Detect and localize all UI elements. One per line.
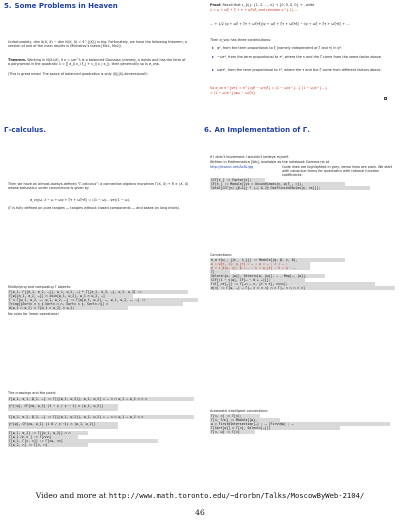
code-line: Γ[ω_2, α_2, β_2, …] := Γ[{(ω_1, ω_2)}, ω_1, ω_2] + … ∩ ∩ ω_1 → ω_2 ∩ ∩: [8, 415, 194, 419]
code-line: Γ[∩, Γ∩∩] := Module[{ω},: [210, 418, 280, 422]
code-line: Γ[: [210, 270, 230, 274]
code-line: Tring[{Sort∩ ∩ ∩ ∥ Sort∩ ∩ ∩, Sort∩ ∩ ∥, Sort∩ ∩}] ∩: [8, 302, 183, 306]
theorem-label: Theorem.: [8, 58, 27, 62]
list-item: ωψτ², from the term proportional to τ², where the τ and the ζ come from different factors above.: [217, 68, 382, 72]
code-line: Γ[∩, ∩] := Γ[∩];: [210, 414, 260, 418]
conclusion-2: = (1 − ω)e^{(ψω − ω)ζτ}: [210, 91, 256, 95]
page-number: 46: [195, 508, 205, 517]
subheading: Connections:: [210, 253, 233, 257]
list-item: ψ², from the term proportional to ξ (namely independent of ζ and τ) in ψ².: [217, 46, 343, 50]
code-line: ω = First@Intersection[…] ; … [First@ω] ; …: [210, 422, 390, 426]
code-line: Γ[ω_1, α_1, β_1, …] := Γ[{(ω_1, ω_2)}, ω_1, ω_2] + … ∩ ∩ ω_1 → ω_2 ∩ ∩ ∩: [8, 397, 194, 401]
paragraph: Written in Mathematica [Wo], available as the notebook Gamma.nb at: [210, 160, 330, 164]
video-link[interactable]: http://www.math.toronto.edu/~drorbn/Talks/MoscowByWeb-2104/: [108, 491, 365, 500]
code-line: Γ[ω_1, Γ[{a_1, a_2, …}], ω_1, ω_2, …] * Γ[{a_2, a_3, …}, ω_2, ω_3] :=: [8, 290, 188, 294]
note: No rules for linear operations!: [8, 312, 59, 316]
code-line: Γ ∩ Γ[ω_1, ω_2, …, ω_1, ω_2, …] := Γ[ω[ω_1, ω_2], …, ω_1, ω_2, …, …] :=: [8, 298, 198, 302]
code-line: CCF[(1 − γ)ω], CF[… − δ + …]]];: [210, 278, 305, 282]
slide-implementation: [200, 124, 400, 244]
proof-label: Proof.: [210, 3, 222, 7]
code-line: σ_α τ[ω_, {{ε_, λ_}}] := Module[{ψ, β, γ, δ},: [210, 258, 345, 262]
theorem: [8, 58, 188, 67]
code-line: Γ[ω_1, α_1] := Γ[{ω_1, ω_2}] ∩ ∩: [8, 431, 88, 435]
code-line: γ^{ω}, CF[∩ω, ω_1] (1 0 / γ −1) ∩ (ω_1, ω_2)]: [8, 422, 118, 429]
note: (This is great news! The space of balanced quadratics is only |X|||X|-dimensional!): [8, 72, 148, 76]
footer-prefix: Video and more at: [35, 491, 107, 500]
subheading: The crossings and the point:: [8, 391, 57, 395]
code-line: Γ[ω_2, ∩] := Γ[∩, ∩]: [8, 443, 88, 447]
slide-connections: [200, 244, 400, 364]
code-line: ω = ω[ε, λ]; ω_{τ} = … ; μ = … ; λ = … ;: [210, 262, 310, 266]
bullet-icon: [212, 56, 214, 58]
paragraph: (Γ is fully defined on pure tangles — tangles without closed components — and bases on long knots).: [8, 206, 180, 210]
paragraph: Then we have an almost-always-defined “Γ-calculus”: a connection algebra morphism Γ(X, X) → R × (X, X) whose behaviour under connections is given by: [8, 182, 189, 191]
code-line: Γ[∩, ω] := Γ[∩]: [210, 430, 255, 434]
code-line: CF[ε_] := Module[{vs = Union@Cases[ε, ω|ξ_, ∞]},: [210, 182, 345, 186]
code-line: Γ∩Γ[_∩τ[…]] := Γ[…∩ … ∩, {τ ∩ τ}, ∩∩∩∩];: [210, 282, 375, 286]
slide-gamma-calculus: [0, 124, 200, 364]
slide-automatic-connections: [200, 364, 400, 484]
slide-title-text: An Implementation of Γ.: [214, 126, 310, 134]
subheading: Automatic intelligent connections:: [210, 409, 269, 413]
slide-title: [4, 2, 118, 10]
paragraph: Code lines are highlighted in grey, demo lines are plain. We start with canonical forms for quadratics with rational function coefficients:: [282, 164, 393, 178]
slide-title: Γ-calculus.: [4, 126, 46, 134]
proof-lead: Then σ_νηκ has three contributions:: [210, 38, 272, 42]
code-line: Δ(ω_1 ∩ ω_2) ∩ Γ[ω_1 ∩ ω_2] ∩ ω_2): [8, 306, 128, 310]
code-line: Γ[ω_1 ∩∩ ∩ ] := Γ[∩∩∩]: [8, 435, 78, 439]
notebook-link[interactable]: http://drorbn.net/AcBL/gg: [210, 164, 254, 169]
proof-text: Recall that c_{ij}: {1, 2, …, n} → {0, 0, 0, 0} → , write: [222, 3, 315, 7]
proof-line-2: λ = μ + ωξ + ζ + τ + ωζτξ, and consider κ^{-1} …: [210, 7, 299, 12]
code-line: ψ = τ_β[ω, χ]; β = … ; γ = ω_{τ} ; δ = μ − …: [210, 266, 310, 270]
subheading: Multiplying and composing Γ objects:: [8, 285, 72, 289]
slide-some-problems-in-heaven: [0, 0, 200, 120]
code-line: γ^{−ω}, CF[∩ω, ω_1] (1 − γ / γ − 1) ∩ (ω_1, ω_2)]: [8, 404, 118, 411]
footer: [0, 491, 400, 500]
code-line: CCF[ε_] := Factor[ε];: [210, 178, 265, 182]
code-line: Γ[Sort[ω]] ∩ Γ[∩], Select∩[…]]]: [210, 426, 340, 430]
list-item: −ωτ², from the term proportional to τ², where the τ and the ζ come from the same factor above.: [217, 55, 382, 59]
code-line: Total[CCF[ε/.{#→1}] * (…) & /@ CoefficientRules[ε, vs]]];: [210, 186, 370, 190]
code-line: Γ[ω_1, Γ[∩, ∩]] := Γ[∩ω, ∩∩]: [8, 439, 158, 443]
paragraph: If I didn’t implement I wouldn’t believe myself.: [210, 155, 289, 159]
slide-title-text: Some Problems in Heaven: [14, 2, 118, 10]
slide-crossings: [0, 364, 200, 484]
equation: … + 1/2 (ψ + ωξ + ζτ + ωζτξ)(ψ + ωξ + ζτ + ωζτξ) − (ψ + ωξ + ζτ + ωζτξ) + …: [210, 22, 350, 26]
code-line: σ[∩] := Γ[ω, …] → Γ[… ∩ ∩ ∩ ∩] ∩ ∩ Γ[… ∩ ∩ ∩ ∩ ∩]: [210, 286, 395, 290]
paragraph: Unfortunately, dim A(X, X) − dim N(X, X) = 4^{|X|} is big. Fortunately, we have the following theorem, a version of one of the main results in Mikhailov’s thesis [Mx1, Mx2]:: [8, 40, 187, 49]
slide-number: 6.: [204, 126, 212, 134]
formula: σ_νη(ω, λ − μ + ωψ + ζτ + ωζτξ) = ((1 − ω)… ψτ)(1 − ω).: [30, 198, 130, 202]
bullet-icon: [212, 47, 214, 49]
bullet-icon: [212, 69, 214, 71]
code-line: Γ[ω[{a_1, a_2, …}] ∩ Join[ω_1, ω_2], ω_1 ∩ ω_2, …]: [8, 294, 133, 298]
slide-title: [204, 126, 310, 134]
qed-icon: [384, 97, 387, 100]
slide-proof: [200, 0, 400, 120]
conclusion: So σ_νη e^{ψτ} = e^{(ψξ − ωτ)ξ} = (1 − ω)e^{…} (1 − ω)e^{…}: [210, 86, 328, 90]
slide-number: 5.: [4, 2, 12, 10]
theorem-text: Working in N(X∪X), if κ = ωe^λ is a balanced Gaussian (namely, κ exists and has the form of a polynomial in the quadratic λ = ∑ a_ij x_i ξ_j + c_ij x_i x_j), then generically so is σ_νηκ.: [8, 58, 186, 67]
code-line: Select∩[ω, {ω}], Select∩[ω, {ω}], … , Map[…, {ω}],: [210, 274, 325, 278]
